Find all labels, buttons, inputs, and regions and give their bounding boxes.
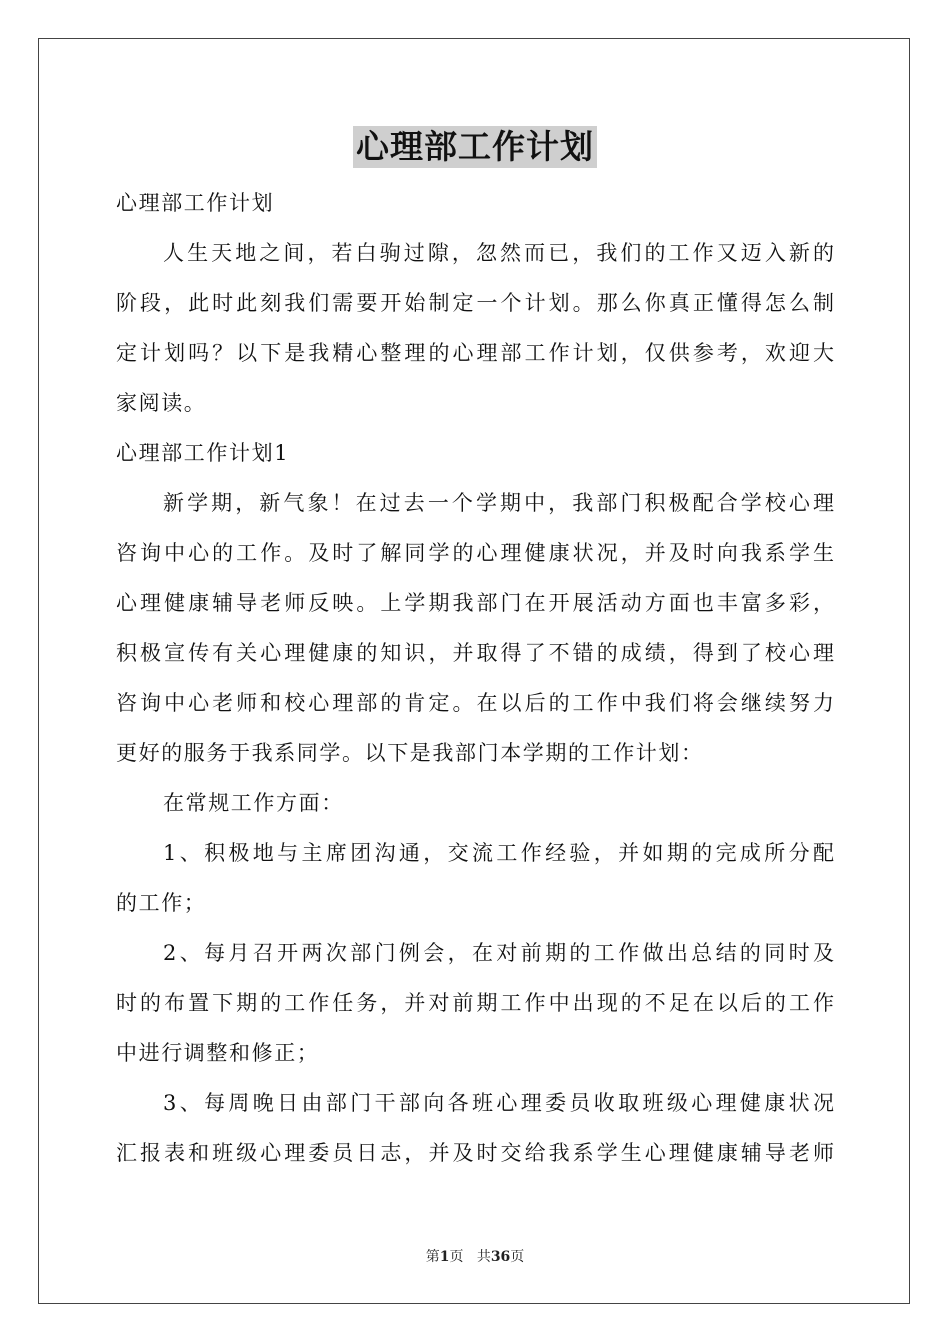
text-line: 家阅读。 bbox=[116, 391, 207, 415]
text-line: 3、每周晚日由部门干部向各班心理委员收取班级心理健康状况 bbox=[163, 1091, 834, 1115]
document-body bbox=[116, 178, 834, 1178]
text-line: 新学期，新气象！在过去一个学期中，我部门积极配合学校心理 bbox=[163, 491, 834, 515]
text-line: 更好的服务于我系同学。以下是我部门本学期的工作计划： bbox=[116, 741, 704, 765]
text-line: 2、每月召开两次部门例会，在对前期的工作做出总结的同时及 bbox=[163, 941, 834, 965]
footer-page-number: 1 bbox=[439, 1249, 450, 1265]
text-line: 心理部工作计划 bbox=[116, 191, 275, 215]
footer-prefix: 第 bbox=[425, 1249, 440, 1265]
footer-total-pages: 36 bbox=[490, 1249, 511, 1265]
footer-page-suffix: 页 bbox=[449, 1249, 464, 1265]
text-line: 1、积极地与主席团沟通，交流工作经验，并如期的完成所分配 bbox=[163, 841, 834, 865]
text-line: 心理部工作计划1 bbox=[116, 441, 290, 465]
title-area bbox=[0, 126, 950, 168]
document-title: 心理部工作计划 bbox=[353, 126, 597, 168]
footer-total-suffix: 页 bbox=[510, 1249, 525, 1265]
text-line: 咨询中心老师和校心理部的肯定。在以后的工作中我们将会继续努力 bbox=[116, 691, 834, 715]
text-line: 中进行调整和修正； bbox=[116, 1041, 320, 1065]
text-line: 定计划吗？以下是我精心整理的心理部工作计划，仅供参考，欢迎大 bbox=[116, 341, 834, 365]
text-line: 积极宣传有关心理健康的知识，并取得了不错的成绩，得到了校心理 bbox=[116, 641, 834, 665]
footer-total-prefix: 共 bbox=[476, 1249, 491, 1265]
text-line: 阶段，此时此刻我们需要开始制定一个计划。那么你真正懂得怎么制 bbox=[116, 291, 834, 315]
page-footer bbox=[0, 1246, 950, 1266]
text-line: 人生天地之间，若白驹过隙，忽然而已，我们的工作又迈入新的 bbox=[163, 241, 834, 265]
text-line: 心理健康辅导老师反映。上学期我部门在开展活动方面也丰富多彩， bbox=[116, 591, 834, 615]
text-line: 汇报表和班级心理委员日志，并及时交给我系学生心理健康辅导老师 bbox=[116, 1141, 834, 1165]
text-line: 时的布置下期的工作任务，并对前期工作中出现的不足在以后的工作 bbox=[116, 991, 834, 1015]
text-line: 在常规工作方面： bbox=[163, 791, 344, 815]
text-line: 的工作； bbox=[116, 891, 207, 915]
text-line: 咨询中心的工作。及时了解同学的心理健康状况，并及时向我系学生 bbox=[116, 541, 834, 565]
